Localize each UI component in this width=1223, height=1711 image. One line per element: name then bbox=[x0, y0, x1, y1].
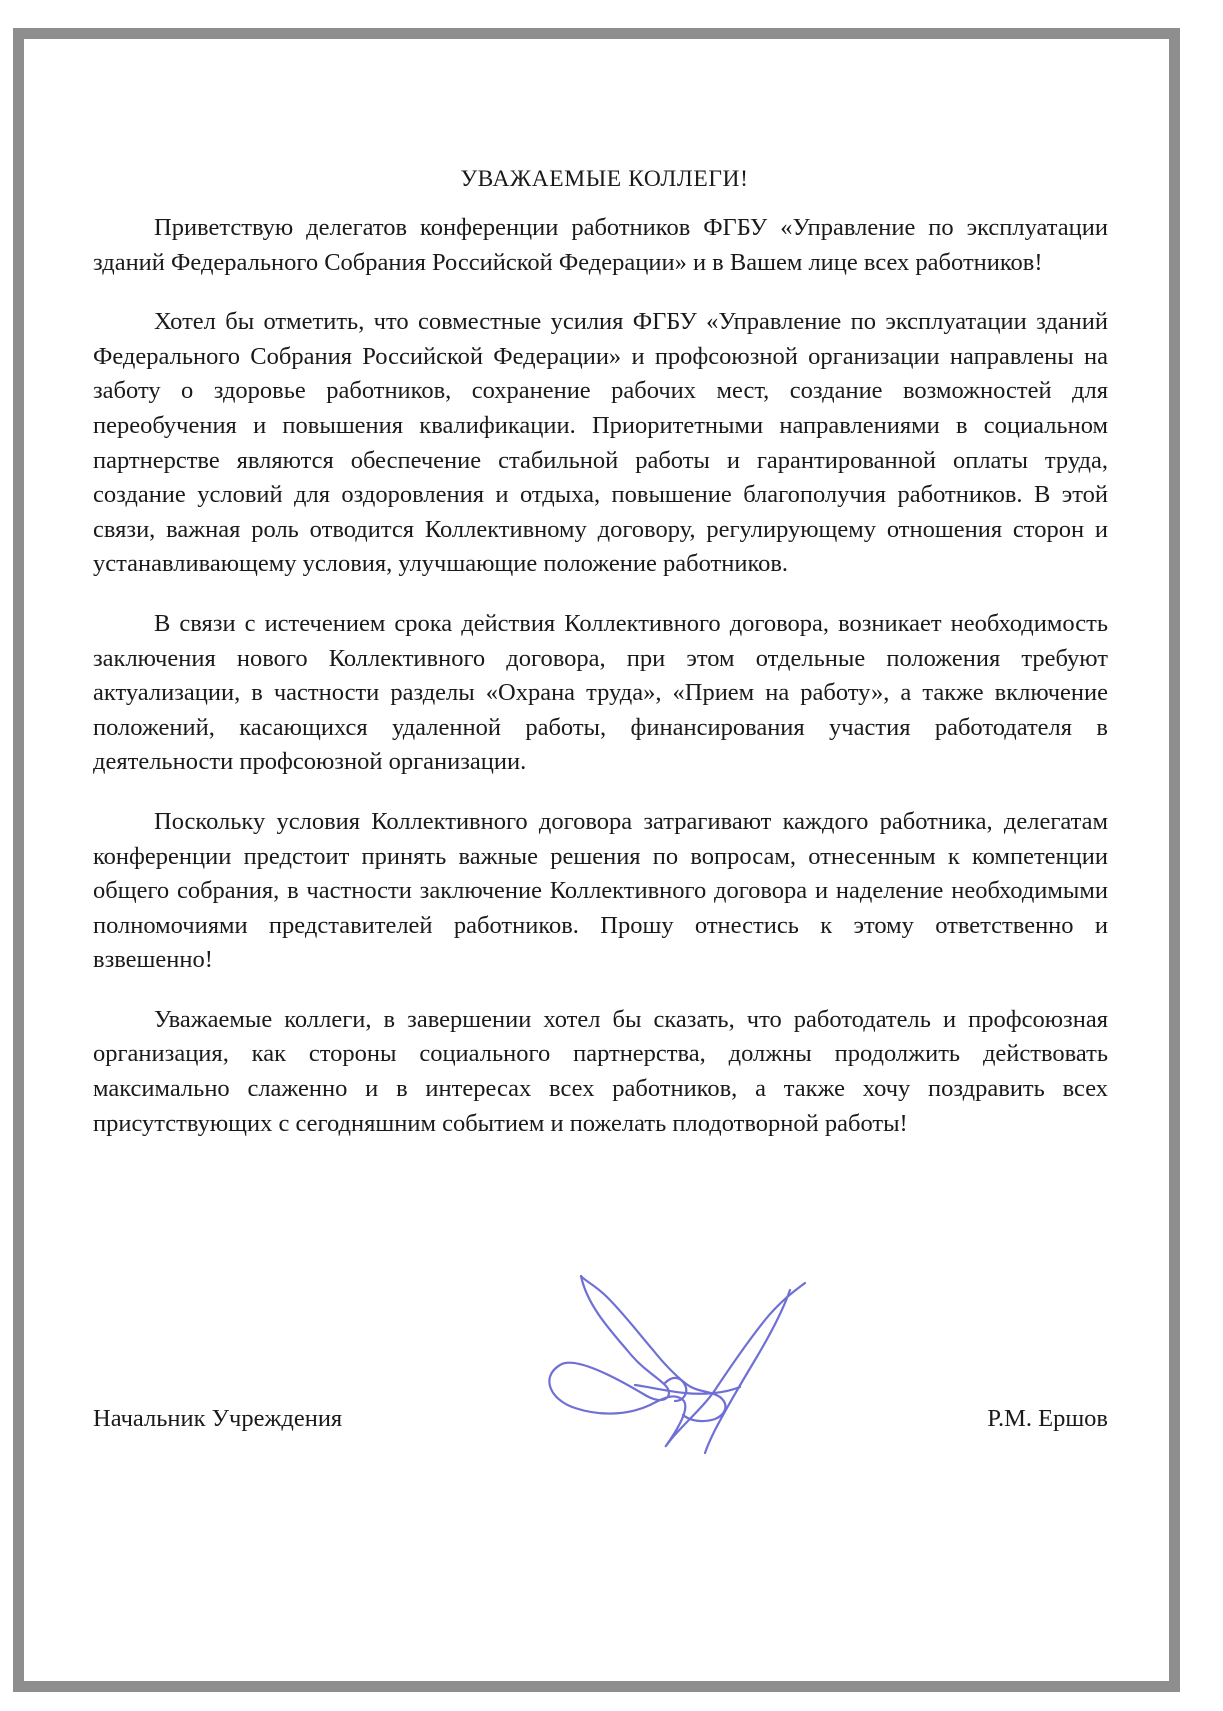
paragraph-social-partnership: Хотел бы отметить, что совместные усилия ФГБУ «Управление по эксплуатации зданий Федерального Собрания Российской Федерации» и профсоюзной организации направлены на заботу о здоровье работников, сохранение рабочих мест, создание возможностей для переобучения и повышения квалификации. Приоритетными направлениями в социальном партнерстве являются обеспечение стабильной работы и гарантированной оплаты труда, создание условий для оздоровления и отдыха, повышение благополучия работников. В этой связи, важная роль отводится Коллективному договору, регулирующему отношения сторон и устанавливающему условия, улучшающие положение работников. bbox=[93, 308, 1108, 578]
greeting-heading: УВАЖАЕМЫЕ КОЛЛЕГИ! bbox=[460, 166, 749, 192]
signature-stroke-tail bbox=[705, 1290, 790, 1453]
paragraph-new-agreement: В связи с истечением срока действия Коллективного договора, возникает необходимость заключения нового Коллективного договора, при этом отдельные положения требуют актуализации, в частности разделы «Охрана труда», «Прием на работу», а также включение положений, касающихся удаленной работы, финансирования участия работодателя в деятельности профсоюзной организации. bbox=[93, 609, 1108, 776]
letter-body bbox=[93, 166, 1108, 1166]
paragraph-conference-decisions: Поскольку условия Коллективного договора затрагивают каждого работника, делегатам конференции предстоит принять важные решения по вопросам, отнесенным к компетенции общего собрания, в частности заключение Коллективного договора и наделение необходимыми полномочиями представителей работников. Прошу отнестись к этому ответственно и взвешенно! bbox=[93, 807, 1108, 974]
paragraph-greeting-delegates: Приветствую делегатов конференции работников ФГБУ «Управление по эксплуатации зданий Федерального Собрания Российской Федерации» и в Вашем лице всех работников! bbox=[93, 214, 1108, 276]
handwritten-signature bbox=[515, 1225, 855, 1565]
signature-stroke-cross bbox=[635, 1385, 740, 1394]
signature-stroke-main bbox=[549, 1276, 805, 1446]
paragraph-closing-wishes: Уважаемые коллеги, в завершении хотел бы сказать, что работодатель и профсоюзная организация, как стороны социального партнерства, должны продолжить действовать максимально слаженно и в интересах всех работников, а также хочу поздравить всех присутствующих с сегодняшним событием и пожелать плодотворной работы! bbox=[93, 1005, 1108, 1137]
signer-position: Начальник Учреждения bbox=[93, 1405, 343, 1432]
signature-strokes bbox=[549, 1276, 805, 1453]
signer-name: Р.М. Ершов bbox=[987, 1405, 1108, 1432]
